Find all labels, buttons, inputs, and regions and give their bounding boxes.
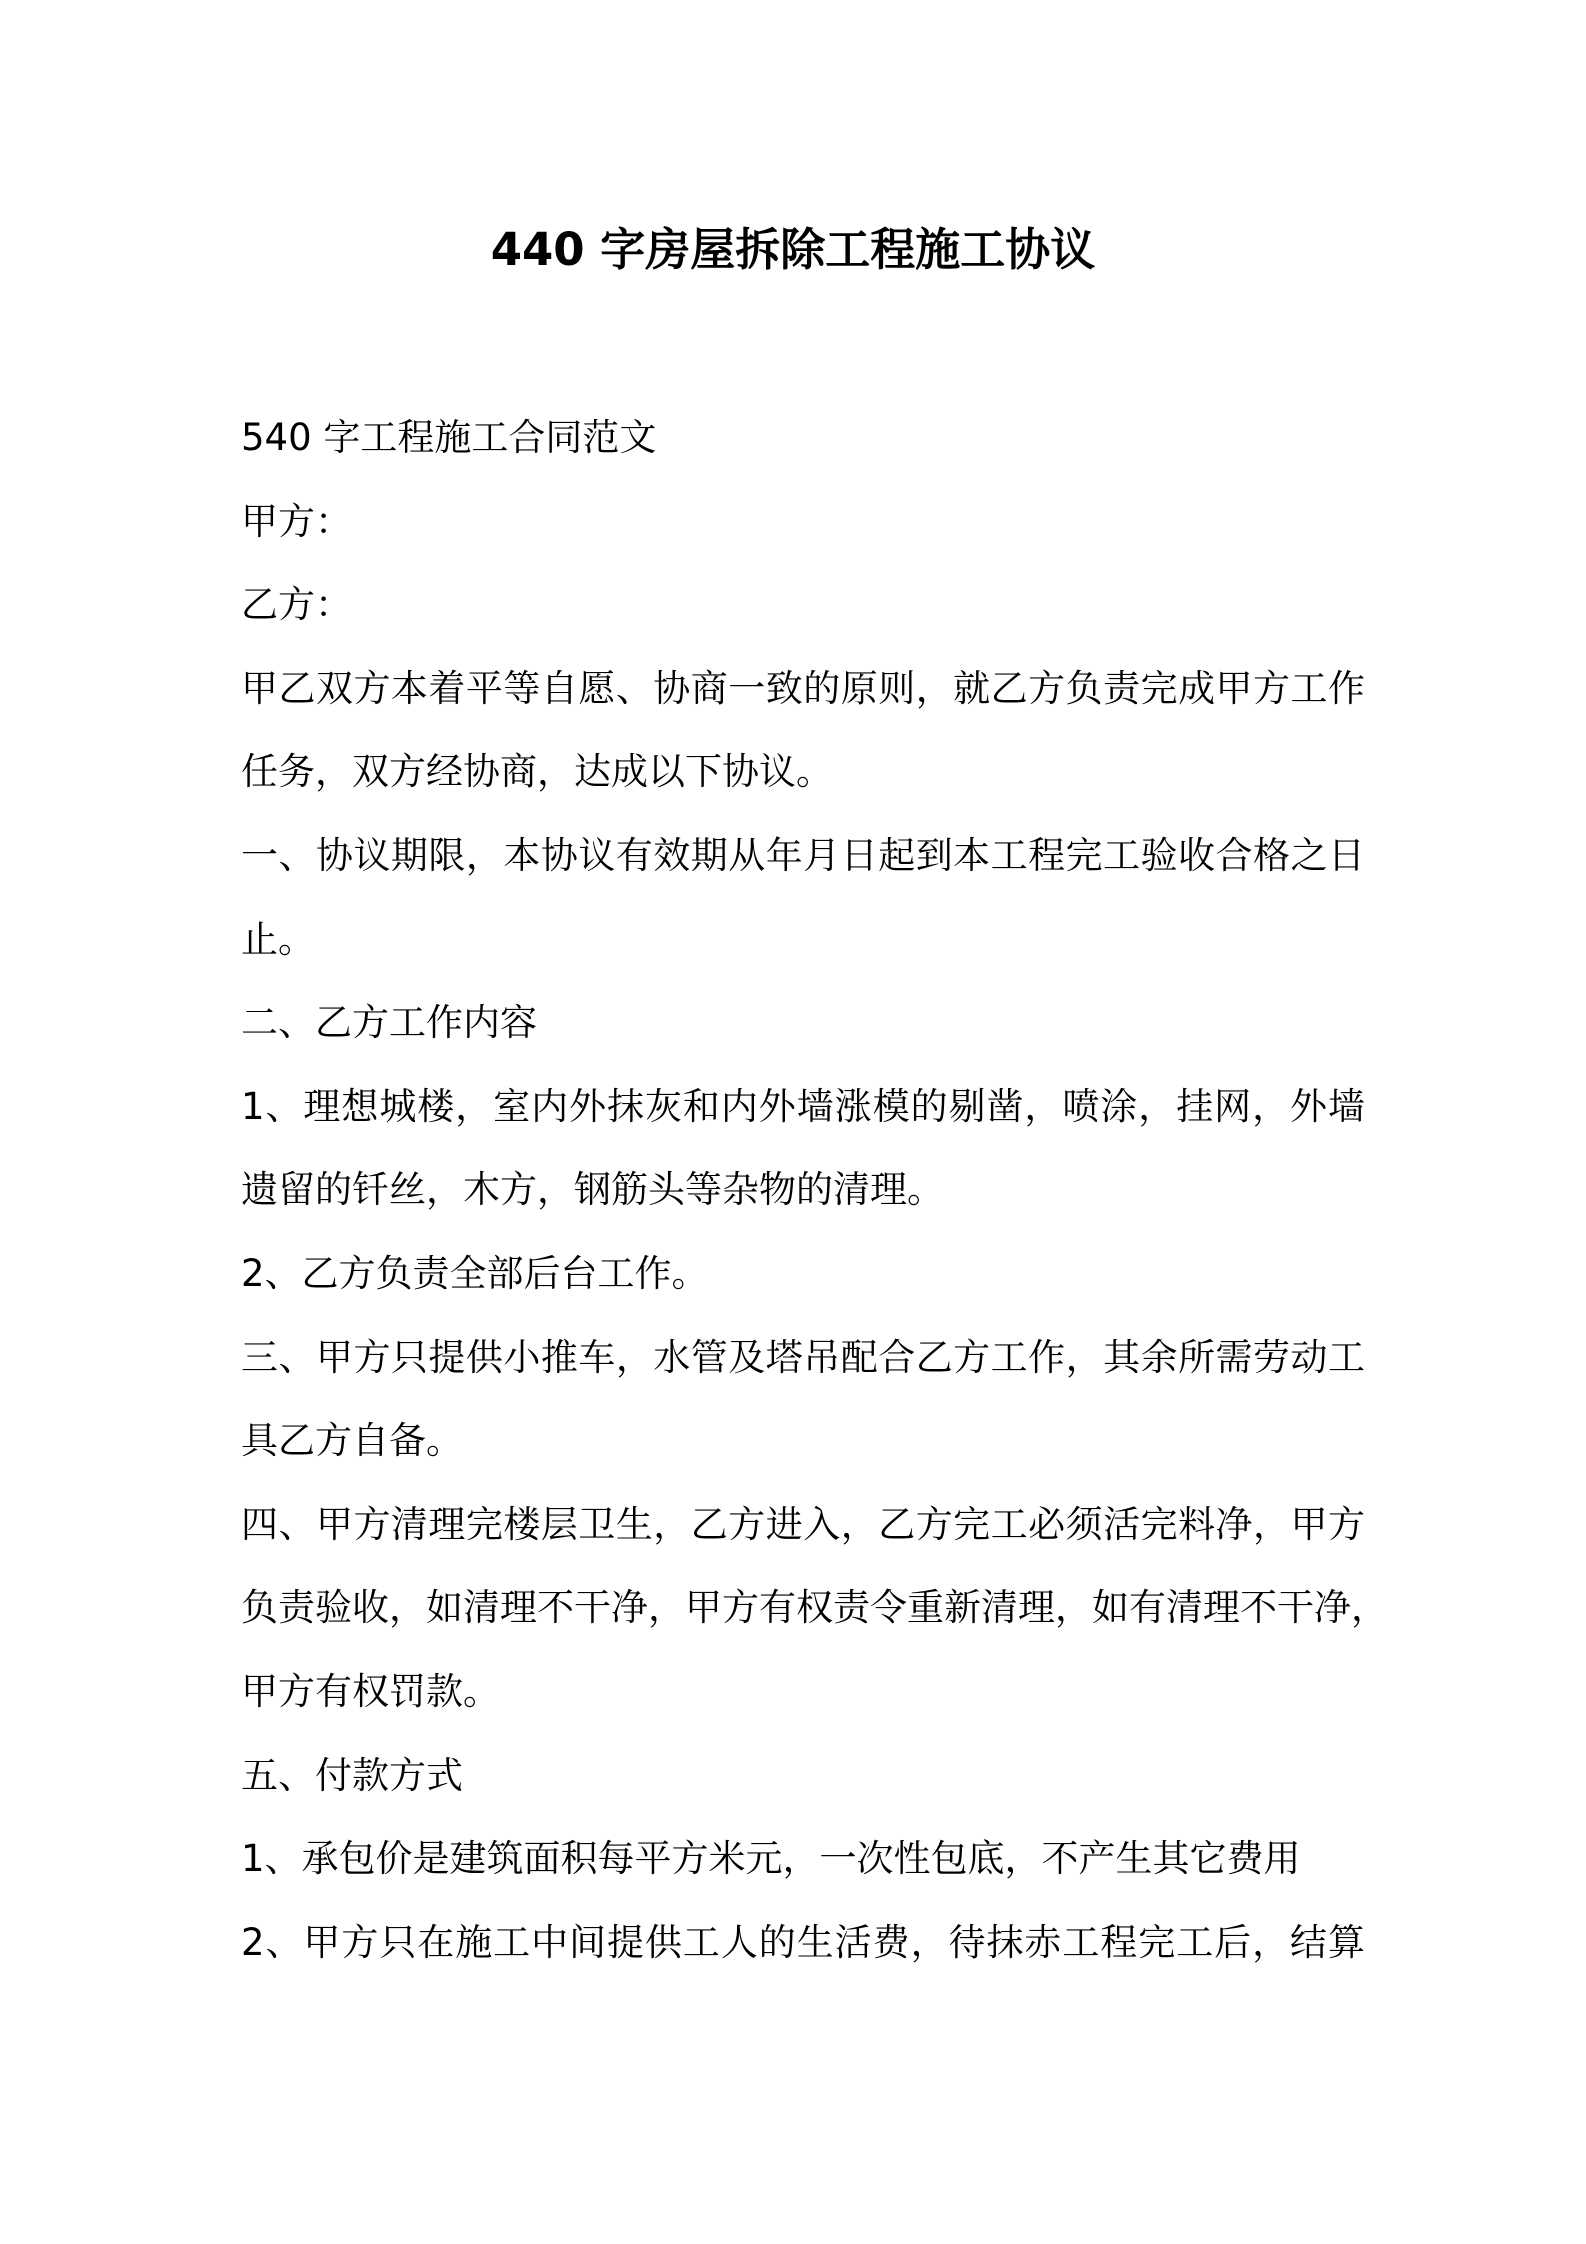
paragraph-line: 遗留的钎丝，木方，钢筋头等杂物的清理。 (241, 1168, 944, 1212)
paragraph-line: 负责验收，如清理不干净，甲方有权责令重新清理，如有清理不干净， (241, 1586, 1388, 1630)
paragraph-line: 三、甲方只提供小推车，水管及塔吊配合乙方工作，其余所需劳动工 (241, 1335, 1365, 1379)
party-b-line: 乙方： (241, 583, 352, 627)
paragraph-line: 四、甲方清理完楼层卫生，乙方进入，乙方完工必须活完料净，甲方 (241, 1502, 1365, 1546)
paragraph-line: 2、甲方只在施工中间提供工人的生活费，待抹赤工程完工后，结算 (241, 1920, 1365, 1964)
subtitle-line: 540 字工程施工合同范文 (241, 416, 657, 459)
paragraph-line: 甲乙双方本着平等自愿、协商一致的原则，就乙方负责完成甲方工作 (241, 666, 1365, 710)
party-a-line: 甲方： (241, 499, 352, 543)
paragraph-line: 2、乙方负责全部后台工作。 (241, 1251, 709, 1295)
paragraph-line: 止。 (241, 917, 315, 961)
document-body (241, 396, 1388, 1984)
document-title: 440 字房屋拆除工程施工协议 (490, 223, 1096, 276)
paragraph-line: 甲方有权罚款。 (241, 1669, 500, 1713)
paragraph-line: 1、理想城楼，室内外抹灰和内外墙涨模的剔凿，喷涂，挂网，外墙 (241, 1084, 1365, 1128)
section-heading: 二、乙方工作内容 (241, 1001, 537, 1045)
paragraph-line: 一、协议期限，本协议有效期从年月日起到本工程完工验收合格之日 (241, 833, 1365, 877)
paragraph-line: 1、承包价是建筑面积每平方米元，一次性包底，不产生其它费用 (241, 1837, 1301, 1881)
section-heading: 五、付款方式 (241, 1753, 463, 1797)
paragraph-line: 任务，双方经协商，达成以下协议。 (241, 750, 833, 794)
paragraph-line: 具乙方自备。 (241, 1419, 463, 1463)
